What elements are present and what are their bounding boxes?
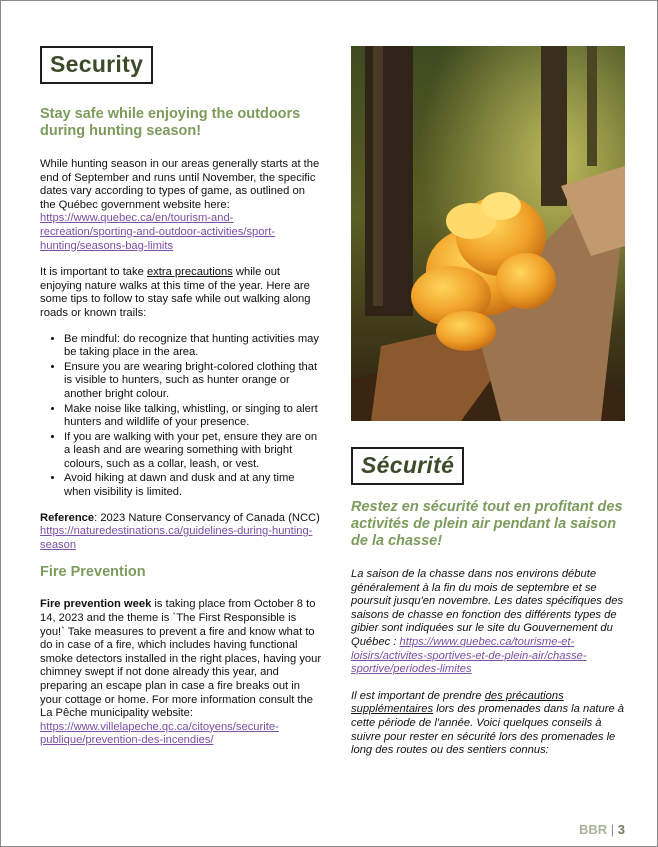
safety-tips-list xyxy=(40,333,322,500)
quebec-gov-link-fr[interactable]: https://www.quebec.ca/tourisme-et-loisirs/activites-sportives-et-de-plein-air/chasse-sportive/periodes-limites xyxy=(351,635,587,676)
french-column xyxy=(351,46,627,758)
page-footer xyxy=(579,822,625,837)
list-item: • If you are walking with your pet, ensure they are on a leash and are wearing something with bright colours, such as a collar, leash, or vest. xyxy=(64,431,322,472)
footer-label: BBR xyxy=(578,822,608,837)
quebec-gov-link-en[interactable]: https://www.quebec.ca/en/tourism-and-recreation/sporting-and-outdoor-activities/sport-hunting/seasons-bag-limits xyxy=(40,212,276,252)
list-item: • Ensure you are wearing bright-colored clothing that is visible to hunters, such as hunter orange or another bright colour. xyxy=(64,361,322,402)
security-title: Security xyxy=(40,46,153,84)
list-item: • Be mindful: do recognize that hunting activities may be taking place in the area. xyxy=(64,333,322,360)
french-subheading: Restez en sécurité tout en profitant des activités de plein air pendant la saison de la chasse! xyxy=(351,499,623,549)
list-item: • Make noise like talking, whistling, or singing to alert hunters and wildlife of your presence. xyxy=(64,403,322,430)
english-subheading: Stay safe while enjoying the outdoors during hunting season! xyxy=(40,106,301,139)
reference: Reference: 2023 Nature Conservancy of Canada (NCC) https://naturedestinations.ca/guidelines-during-hunting-season xyxy=(40,511,320,551)
english-tips-intro: It is important to take extra precautions while out enjoying nature walks at this time of the year. Here are some tips to follow to stay safe while out walking along roads or known trails: xyxy=(40,266,311,319)
footer-separator: | xyxy=(610,822,615,837)
list-item: • Avoid hiking at dawn and dusk and at any time when visibility is limited. xyxy=(64,472,322,499)
la-peche-link[interactable]: https://www.villelapeche.qc.ca/citoyens/securite-publique/prevention-des-incendies/ xyxy=(40,720,279,747)
reference-link[interactable]: https://naturedestinations.ca/guidelines-during-hunting-season xyxy=(40,525,313,551)
fire-prevention-text: Fire prevention week is taking place from October 8 to 14, 2023 and the theme is `The First Responsible is you!` Take measures to prevent a fire and know what to do in case of a fire, which includes having functional smoke detectors installed in the right places, having your chimney swept if not done already this year, and preparing an escape plan in case a fire breaks out in your cottage or home. For more information consult the La Pêche municipality website: https://www.villelapeche.qc.ca/citoyens/securite-publique/prevention-des-incendies/ xyxy=(40,598,322,747)
precautions-emphasis: des précautions supplémentaires xyxy=(351,689,564,716)
english-intro: While hunting season in our areas generally starts at the end of September and runs until November, the specific dates vary according to types of game, as outlined on the Québec government website here: https://www.quebec.ca/en/tourism-and-recreation/sporting-and-outdoor-activities/sport-hunting/seasons-bag-limits xyxy=(40,158,320,252)
page-number: 3 xyxy=(617,822,625,837)
mushroom-photo xyxy=(351,46,625,421)
english-column xyxy=(40,46,322,748)
fire-prevention-heading: Fire Prevention xyxy=(40,564,146,581)
extra-precautions-emphasis: extra precautions xyxy=(146,266,233,279)
french-tips-intro: Il est important de prendre des précautions supplémentaires lors des promenades dans la nature à cette période de l'année. Voici quelques conseils à suivre pour rester en sécurité lors des promenades le long des routes ou des sentiers connus: xyxy=(351,689,625,757)
securite-title: Sécurité xyxy=(351,447,464,485)
french-intro: La saison de la chasse dans nos environs débute généralement à la fin du mois de septembre et se poursuit jusqu'en novembre. Les dates spécifiques des saisons de chasse en fonction des différents types de gibier sont indiquées sur le site du Gouvernement du Québec : https://www.quebec.ca/tourisme-et-loisirs/activites-sportives-et-de-plein-air/chasse-sportive/periodes-limites xyxy=(351,568,624,676)
